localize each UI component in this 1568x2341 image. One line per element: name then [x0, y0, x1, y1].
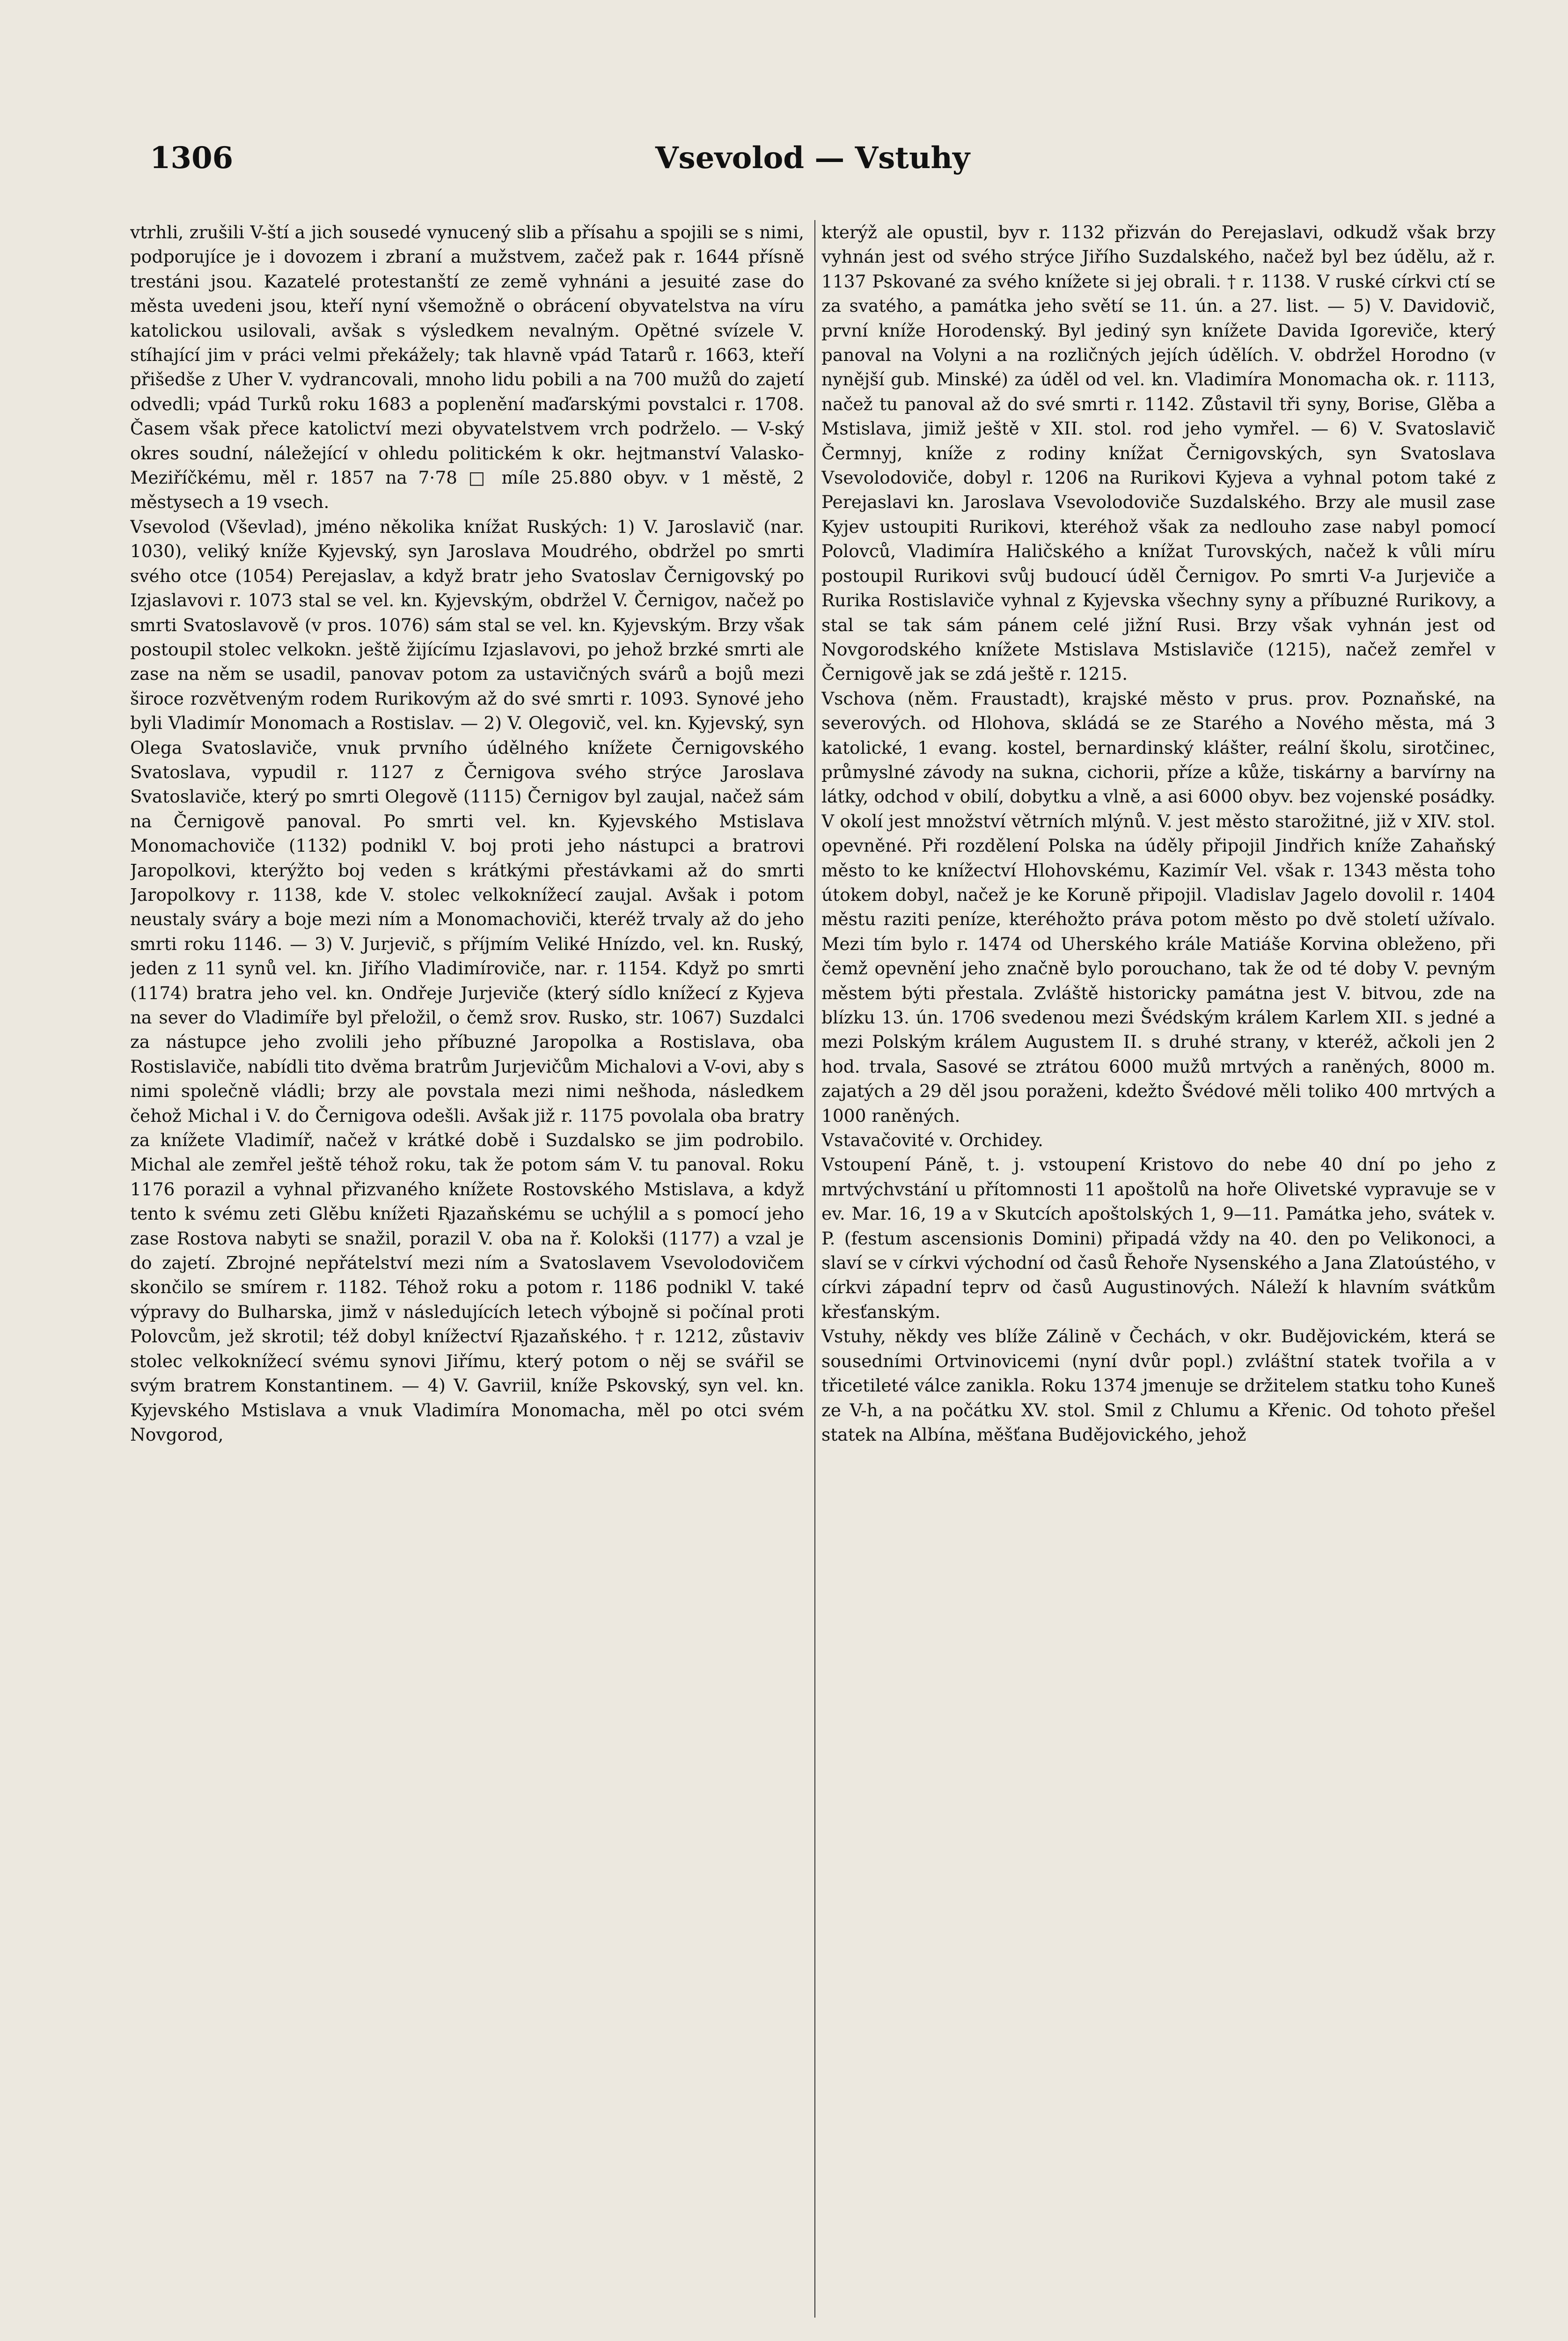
entry-vstoupeni-pane: Vstoupení Páně, t. j. vstoupení Kristovo do nebe 40 dní po jeho z mrtvýchvstání u přítomnosti 11 apoštolů na hoře Olivetské vypravuje se v ev. Mar. 16, 19 a v Skutcích apoštolských 1, 9—11. Památka jeho, svátek v. P. (festum ascensionis Domini) připadá vždy na 40. den po Velikonoci, a slaví se v církvi východní od časů Řehoře Nysenského a Jana Zlatoústého, v církvi západní teprv od časů Augustinových. Náleží k hlavním svátkům křesťanským.	[821, 1154, 1495, 1322]
page-number: 1306	[150, 140, 234, 176]
right-column	[821, 220, 1495, 2318]
entry-paragraph: kterýž ale opustil, byv r. 1132 přizván do Perejaslavi, odkudž však brzy vyhnán jest od svého strýce Jiřího Suzdalského, načež byl bez údělu, až r. 1137 Pskované za svého knížete si jej obrali. † r. 1138. V ruské církvi ctí se za svatého, a památka jeho světí se 11. ún. a 27. list. — 5) V. Davidovič, první kníže Horodenský. Byl jediný syn knížete Davida Igoreviče, který panoval na Volyni a na rozličných jejích údělích. V. obdržel Horodno (v nynější gub. Minské) za úděl od vel. kn. Vladimíra Monomacha ok. r. 1113, načež tu panoval až do své smrti r. 1142. Zůstavil tři syny, Borise, Glěba a Mstislava, jimiž ještě v XII. stol. rod jeho vymřel. — 6) V. Svatoslavič Čermnyj, kníže z rodiny knížat Černigovských, syn Svatoslava Vsevolodoviče, dobyl r. 1206 na Rurikovi Kyjeva a vyhnal potom také z Perejaslavi kn. Jaroslava Vsevolodoviče Suzdalského. Brzy ale musil zase Kyjev ustoupiti Rurikovi, kteréhož však za nedlouho zase nabyl pomocí Polovců, Vladimíra Haličského a knížat Turovských, načež k vůli míru postoupil Rurikovi svůj budoucí úděl Černigov. Po smrti V-a Jurjeviče a Rurika Rostislaviče vyhnal z Kyjevska všechny syny a příbuzné Rurikovy, a stal se tak sám pánem celé jižní Rusi. Brzy však vyhnán jest od Novgorodského knížete Mstislava Mstislaviče (1215), načež zemřel v Černigově jak se zdá ještě r. 1215.	[821, 222, 1495, 685]
entry-vstuhy: Vstuhy, někdy ves blíže Zálině v Čechách, v okr. Budějovickém, která se sousedními Ortvinovicemi (nyní dvůr popl.) zvláštní statek tvořila a v třicetileté válce zanikla. Roku 1374 jmenuje se držitelem statku toho Kuneš ze V-h, a na počátku XV. stol. Smil z Chlumu a Křenic. Od tohoto přešel statek na Albína, měšťana Budějovického, jehož	[821, 1326, 1495, 1445]
entry-paragraph: vtrhli, zrušili V-ští a jich sousedé vynucený slib a přísahu a spojili se s nimi, podporujíce je i dovozem i zbraní a mužstvem, začež pak r. 1644 přísně trestáni jsou. Kazatelé protestanští ze země vyhnáni a jesuité zase do města uvedeni jsou, kteří nyní všemožně o obrácení obyvatelstva na víru katolickou usilovali, avšak s výsledkem nevalným. Opětné svízele V. stíhající jim v práci velmi překážely; tak hlavně vpád Tatarů r. 1663, kteří přišedše z Uher V. vydrancovali, mnoho lidu pobili a na 700 mužů do zajetí odvedli; vpád Turků roku 1683 a poplenění maďarskými povstalci r. 1708. Časem však přece katolictví mezi obyvatelstvem vrch podrželo. — V-ský okres soudní, náležející v ohledu politickém k okr. hejtmanství Valasko-Meziříčkému, měl r. 1857 na 7·78 □ míle 25.880 obyv. v 1 městě, 2 městysech a 19 vsech.	[130, 222, 804, 513]
entry-vsevolod: Vsevolod (Vševlad), jméno několika knížat Ruských: 1) V. Jaroslavič (nar. 1030), veliký kníže Kyjevský, syn Jaroslava Moudrého, obdržel po smrti svého otce (1054) Perejaslav, a když bratr jeho Svatoslav Černigovský po Izjaslavovi r. 1073 stal se vel. kn. Kyjevským, obdržel V. Černigov, načež po smrti Svatoslavově (v pros. 1076) sám stal se vel. kn. Kyjevským. Brzy však postoupil stolec velkokn. ještě žijícímu Izjaslavovi, po jehož brzké smrti ale zase na něm se usadil, panovav potom za ustavičných svárů a bojů mezi široce rozvětveným rodem Rurikovým až do své smrti r. 1093. Synové jeho byli Vladimír Monomach a Rostislav. — 2) V. Olegovič, vel. kn. Kyjevský, syn Olega Svatoslaviče, vnuk prvního údělného knížete Černigovského Svatoslava, vypudil r. 1127 z Černigova svého strýce Jaroslava Svatoslaviče, který po smrti Olegově (1115) Černigov byl zaujal, načež sám na Černigově panoval. Po smrti vel. kn. Kyjevského Mstislava Monomachoviče (1132) podnikl V. boj proti jeho nástupci a bratrovi Jaropolkovi, kterýžto boj veden s krátkými přestávkami až do smrti Jaropolkovy r. 1138, kde V. stolec velkoknížecí zaujal. Avšak i potom neustaly sváry a boje mezi ním a Monomachoviči, kteréž trvaly až do jeho smrti roku 1146. — 3) V. Jurjevič, s příjmím Veliké Hnízdo, vel. kn. Ruský, jeden z 11 synů vel. kn. Jiřího Vladimíroviče, nar. r. 1154. Když po smrti (1174) bratra jeho vel. kn. Ondřeje Jurjeviče (který sídlo knížecí z Kyjeva na sever do Vladimíře byl přeložil, o čemž srov. Rusko, str. 1067) Suzdalci za nástupce jeho zvolili jeho příbuzné Jaropolka a Rostislava, oba Rostislaviče, nabídli tito dvěma bratrům Jurjevičům Michalovi a V-ovi, aby s nimi společně vládli; brzy ale povstala mezi nimi nešhoda, následkem čehož Michal i V. do Černigova odešli. Avšak již r. 1175 povolala oba bratry za knížete Vladimíř, načež v krátké době i Suzdalsko se jim podrobilo. Michal ale zemřel ještě téhož roku, tak že potom sám V. tu panoval. Roku 1176 porazil a vyhnal přizvaného knížete Rostovského Mstislava, a když tento k svému zeti Glěbu knížeti Rjazaňskému se uchýlil a s pomocí jeho zase Rostova nabyti se snažil, porazil V. oba na ř. Kolokši (1177) a vzal je do zajetí. Zbrojné nepřátelství mezi ním a Svatoslavem Vsevolodovičem skončilo se smírem r. 1182. Téhož roku a potom r. 1186 podnikl V. také výpravy do Bulharska, jimž v následujících letech výbojně si počínal proti Polovcům, jež skrotil; též dobyl knížectví Rjazaňského. † r. 1212, zůstaviv stolec velkoknížecí svému synovi Jiřímu, který potom o něj se svářil se svým bratrem Konstantinem. — 4) V. Gavriil, kníže Pskovský, syn vel. kn. Kyjevského Mstislava a vnuk Vladimíra Monomacha, měl po otci svém Novgorod,	[130, 516, 804, 1445]
entry-vschova: Vschova (něm. Fraustadt), krajské město v prus. prov. Poznaňské, na severových. od Hlohova, skládá se ze Starého a Nového města, má 3 katolické, 1 evang. kostel, bernardinský klášter, reální školu, sirotčinec, průmyslné závody na sukna, cichorii, příze a kůže, tiskárny a barvírny na látky, odchod v obilí, dobytku a vlně, a asi 6000 obyv. bez vojenské posádky. V okolí jest množství větrních mlýnů. V. jest město starožitné, již v XIV. stol. opevněné. Při rozdělení Polska na úděly připojil Jindřich kníže Zahaňský město to ke knížectví Hlohovskému, Kazimír Vel. však r. 1343 města toho útokem dobyl, načež je ke Koruně připojil. Vladislav Jagelo dovolil r. 1404 městu raziti peníze, kteréhožto práva potom město po dvě století užívalo. Mezi tím bylo r. 1474 od Uherského krále Matiáše Korvina obleženo, při čemž opevnění jeho značně bylo porouchano, tak že od té doby V. pevným městem býti přestala. Zvláště historicky památna jest V. bitvou, zde na blízku 13. ún. 1706 svedenou mezi Švédským králem Karlem XII. s jedné a mezi Polským králem Augustem II. s druhé strany, v kteréž, ačkoli jen 2 hod. trvala, Sasové se ztrátou 6000 mužů mrtvých a raněných, 8000 m. zajatých a 29 děl jsou poraženi, kdežto Švédové měli toliko 400 mrtvých a 1000 raněných.	[821, 688, 1495, 1126]
page-header	[150, 140, 992, 183]
entry-vstavacovite: Vstavačovité v. Orchidey.	[821, 1130, 1043, 1151]
running-head: Vsevolod — Vstuhy	[655, 140, 970, 176]
left-column	[130, 220, 804, 2318]
column-divider	[814, 220, 815, 2318]
